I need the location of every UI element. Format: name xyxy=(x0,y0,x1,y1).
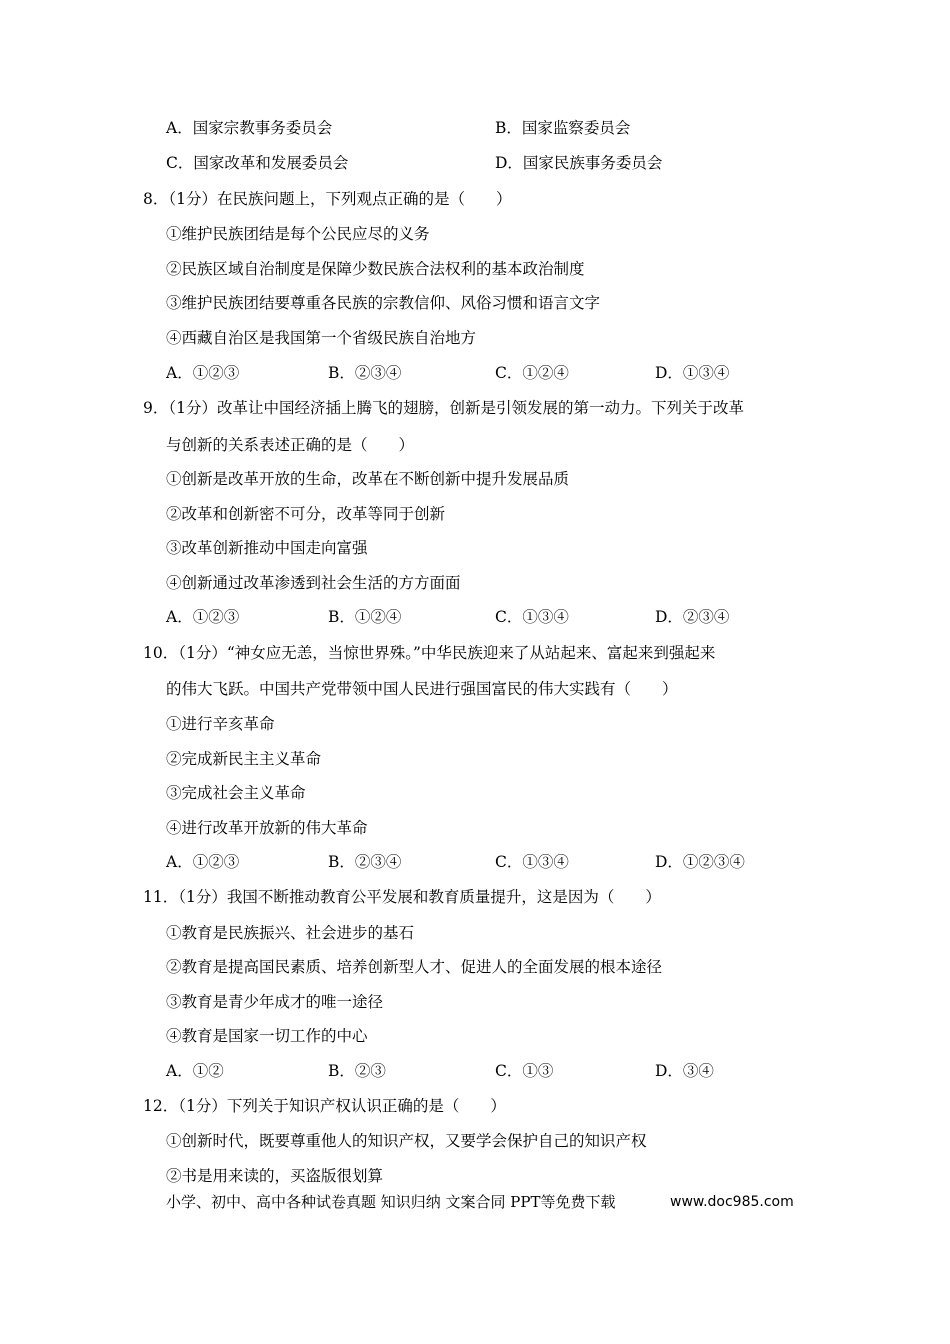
q9-item-1: ①创新是改革开放的生命，改革在不断创新中提升发展品质 xyxy=(166,470,570,488)
q11-option-b: B．②③ xyxy=(328,1062,386,1080)
q9-item-3: ③改革创新推动中国走向富强 xyxy=(166,539,368,557)
q8-option-a: A．①②③ xyxy=(166,364,240,382)
q9-option-b: B．①②④ xyxy=(328,608,402,626)
q11-option-c: C．①③ xyxy=(495,1062,554,1080)
q8-option-c: C．①②④ xyxy=(495,364,569,382)
q11-item-2: ②教育是提高国民素质、培养创新型人才、促进人的全面发展的根本途径 xyxy=(166,958,663,976)
q11-item-4: ④教育是国家一切工作的中心 xyxy=(166,1027,368,1045)
q9-stem-line-2: 与创新的关系表述正确的是（ ） xyxy=(166,436,415,454)
q9-item-2: ②改革和创新密不可分，改革等同于创新 xyxy=(166,505,446,523)
q8-option-b: B．②③④ xyxy=(328,364,402,382)
q7-option-a: A．国家宗教事务委员会 xyxy=(166,119,333,137)
q10-item-4: ④进行改革开放新的伟大革命 xyxy=(166,819,368,837)
footer-url[interactable]: www.doc985.com xyxy=(670,1194,794,1210)
q10-item-2: ②完成新民主主义革命 xyxy=(166,750,322,768)
q8-item-3: ③维护民族团结要尊重各民族的宗教信仰、风俗习惯和语言文字 xyxy=(166,294,601,312)
q8-stem: 8．（1分）在民族问题上，下列观点正确的是（ ） xyxy=(143,190,512,208)
q8-option-d: D．①③④ xyxy=(655,364,730,382)
q8-item-2: ②民族区域自治制度是保障少数民族合法权利的基本政治制度 xyxy=(166,260,585,278)
footer-text: 小学、初中、高中各种试卷真题 知识归纳 文案合同 PPT等免费下载 xyxy=(166,1193,616,1211)
q10-option-b: B．②③④ xyxy=(328,853,402,871)
q10-option-d: D．①②③④ xyxy=(655,853,745,871)
q11-option-d: D．③④ xyxy=(655,1062,714,1080)
q11-item-3: ③教育是青少年成才的唯一途径 xyxy=(166,993,384,1011)
q12-stem: 12．（1分）下列关于知识产权认识正确的是（ ） xyxy=(143,1097,506,1115)
q10-item-1: ①进行辛亥革命 xyxy=(166,715,275,733)
q9-option-a: A．①②③ xyxy=(166,608,240,626)
q10-option-a: A．①②③ xyxy=(166,853,240,871)
q10-item-3: ③完成社会主义革命 xyxy=(166,784,306,802)
q9-option-c: C．①③④ xyxy=(495,608,569,626)
q9-stem-line-1: 9．（1分）改革让中国经济插上腾飞的翅膀，创新是引领发展的第一动力。下列关于改革 xyxy=(143,399,744,417)
q10-stem-line-1: 10．（1分）“神女应无恙，当惊世界殊。”中华民族迎来了从站起来、富起来到强起来 xyxy=(143,644,716,662)
q9-item-4: ④创新通过改革渗透到社会生活的方方面面 xyxy=(166,574,461,592)
q10-stem-line-2: 的伟大飞跃。中国共产党带领中国人民进行强国富民的伟大实践有（ ） xyxy=(166,680,678,698)
q12-item-2: ②书是用来读的，买盗版很划算 xyxy=(166,1167,384,1185)
q7-option-b: B．国家监察委员会 xyxy=(495,119,631,137)
q11-option-a: A．①② xyxy=(166,1062,224,1080)
q8-item-4: ④西藏自治区是我国第一个省级民族自治地方 xyxy=(166,329,477,347)
q11-stem: 11．（1分）我国不断推动教育公平发展和教育质量提升，这是因为（ ） xyxy=(143,888,661,906)
q9-option-d: D．②③④ xyxy=(655,608,730,626)
q10-option-c: C．①③④ xyxy=(495,853,569,871)
q7-option-d: D．国家民族事务委员会 xyxy=(495,154,663,172)
q7-option-c: C．国家改革和发展委员会 xyxy=(166,154,349,172)
q12-item-1: ①创新时代，既要尊重他人的知识产权，又要学会保护自己的知识产权 xyxy=(166,1132,647,1150)
q8-item-1: ①维护民族团结是每个公民应尽的义务 xyxy=(166,225,430,243)
q11-item-1: ①教育是民族振兴、社会进步的基石 xyxy=(166,924,415,942)
